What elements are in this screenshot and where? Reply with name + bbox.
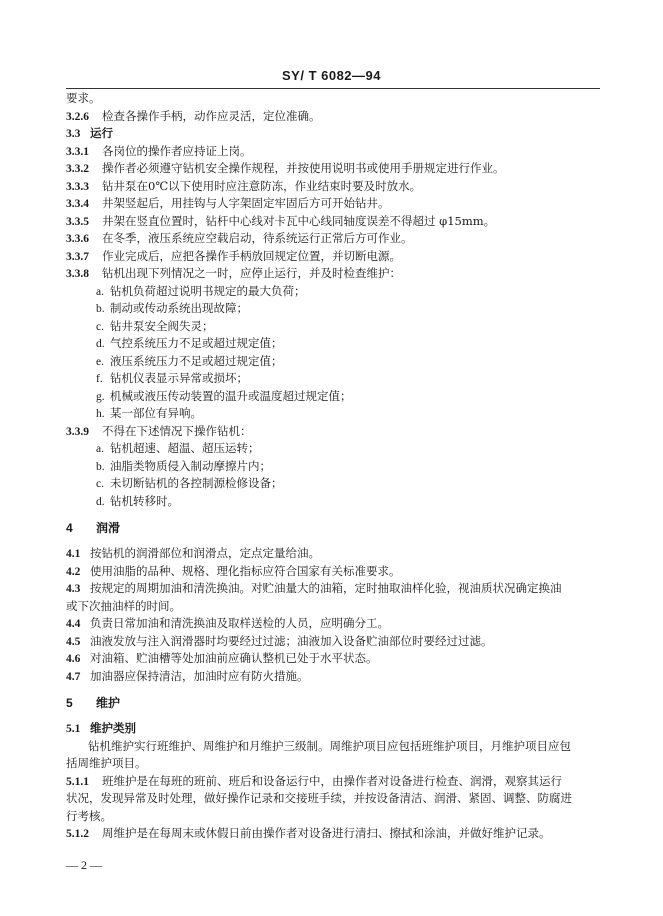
clause-number: 3.3.8 (66, 268, 89, 280)
list-text: 制动或传动系统出现故障； (110, 301, 248, 315)
list-text: 钻机负荷超过说明书规定的最大负荷； (110, 284, 306, 298)
clause-text: 使用油脂的品种、规格、理化指标应符合国家有关标准要求。 (90, 564, 401, 578)
clause-3-3-2 (66, 160, 606, 177)
clause-text: 班维护是在每班的班前、班后和设备运行中，由操作者对设备进行检查、润滑，观察其运行 (102, 774, 562, 788)
clause-text: 负责日常加油和清洗换油及取样送检的人员，应明确分工。 (90, 616, 389, 630)
clause-text: 对油箱、贮油槽等处加油前应确认整机已处于水平状态。 (90, 651, 378, 665)
list-text: 气控系统压力不足或超过规定值； (110, 336, 283, 350)
clause-text: 按钻机的润滑部位和润滑点，定点定量给油。 (90, 546, 320, 560)
clause-3-3-8 (66, 265, 606, 282)
clause-number: 5.1.1 (66, 776, 89, 788)
clause-number: 4.5 (66, 636, 81, 648)
paragraph-continuation (66, 90, 606, 106)
list-marker: a. (96, 286, 104, 298)
clause-text: 各岗位的操作者应持证上岗。 (102, 144, 252, 158)
page-number: — 2 — (66, 858, 102, 872)
clause-text: 检查各操作手柄，动作应灵活，定位准确。 (102, 109, 321, 123)
clause-text: 周维护是在每周末或休假日前由操作者对设备进行清扫、擦拭和涂油，并做好维护记录。 (102, 826, 551, 840)
clause-number: 3.3.4 (66, 198, 89, 210)
list-item (96, 335, 636, 352)
clause-text: 按规定的周期加油和清洗换油。对贮油量大的油箱，定时抽取油样化验，视油质状况确定换油 (90, 581, 562, 595)
clause-number: 3.3.3 (66, 181, 89, 193)
section-number: 4 (66, 521, 73, 535)
clause-text: 钻机出现下列情况之一时，应停止运行，并及时检查维护： (102, 266, 401, 280)
clause-number: 3.3.6 (66, 233, 89, 245)
list-item (96, 300, 636, 317)
clause-number: 3.3.1 (66, 146, 89, 158)
paragraph (88, 738, 628, 754)
paragraph-text: 钻机维护实行班维护、周维护和月维护三级制。周维护项目应包括班维护项目，月维护项目应包 (88, 739, 571, 753)
clause-number: 5.1 (66, 723, 81, 735)
clause-3-3-9 (66, 423, 606, 440)
clause-3-3-4 (66, 195, 606, 212)
clause-5-1-1 (66, 773, 606, 790)
clause-4-6 (66, 650, 606, 667)
list-marker: d. (96, 496, 105, 508)
header-rule (66, 88, 600, 89)
paragraph-continuation (66, 755, 606, 771)
section-title: 维护 (96, 696, 121, 710)
list-item (96, 318, 636, 335)
clause-4-7 (66, 668, 606, 685)
clause-3-3-heading (66, 125, 606, 142)
list-text: 未切断钻机的各控制源检修设备； (110, 476, 283, 490)
clause-number: 3.3 (66, 128, 81, 140)
clause-number: 3.3.7 (66, 251, 89, 263)
list-item (96, 440, 636, 457)
clause-3-3-3 (66, 178, 606, 195)
list-marker: f. (96, 373, 103, 385)
clause-number: 4.1 (66, 548, 81, 560)
clause-text: 或下次抽油样的时间。 (66, 599, 181, 613)
clause-4-4 (66, 615, 606, 632)
clause-number: 4.4 (66, 618, 81, 630)
clause-number: 3.3.9 (66, 426, 89, 438)
clause-5-1-2 (66, 825, 606, 842)
list-marker: c. (96, 321, 104, 333)
list-text: 某一部位有异响。 (110, 406, 202, 420)
clause-3-3-7 (66, 248, 606, 265)
clause-4-2 (66, 563, 606, 580)
list-item (96, 475, 636, 492)
clause-5-1-1-continuation (66, 790, 606, 806)
list-item (96, 405, 636, 422)
clause-text: 井架在竖直位置时，钻杆中心线对卡瓦中心线同轴度误差不得超过 φ15mm。 (102, 214, 496, 228)
clause-text: 状况，发现异常及时处理，做好操作记录和交接班手续，并按设备清洁、润滑、紧固、调整、防腐进 (66, 791, 572, 805)
clause-3-2-6 (66, 108, 606, 125)
section-title: 润滑 (96, 521, 121, 535)
list-text: 液压系统压力不足或超过规定值； (110, 354, 283, 368)
list-item (96, 283, 636, 300)
list-marker: c. (96, 478, 104, 490)
clause-number: 3.2.6 (66, 111, 89, 123)
list-item (96, 370, 636, 387)
list-marker: b. (96, 461, 105, 473)
clause-4-3 (66, 580, 606, 597)
clause-number: 5.1.2 (66, 828, 89, 840)
list-marker: a. (96, 443, 104, 455)
clause-3-3-5 (66, 213, 606, 230)
clause-number: 4.6 (66, 653, 81, 665)
list-text: 钻井泵安全阀失灵； (110, 319, 214, 333)
clause-text: 不得在下述情况下操作钻机： (102, 424, 252, 438)
clause-text: 油液发放与注入润滑器时均要经过过滤；油液加入设备贮油部位时要经过过滤。 (90, 634, 493, 648)
list-item (96, 388, 636, 405)
clause-text: 操作者必须遵守钻机安全操作规程，并按使用说明书或使用手册规定进行作业。 (102, 161, 505, 175)
clause-number: 4.7 (66, 671, 81, 683)
clause-text: 加油器应保持清洁，加油时应有防火措施。 (90, 669, 309, 683)
clause-5-1-heading (66, 720, 606, 737)
clause-5-1-1-continuation (66, 808, 606, 824)
text: 要求。 (66, 91, 101, 105)
list-marker: h. (96, 408, 105, 420)
clause-text: 在冬季，液压系统应空载启动，待系统运行正常后方可作业。 (102, 231, 413, 245)
section-4-heading (66, 520, 606, 536)
clause-number: 4.3 (66, 583, 81, 595)
list-text: 钻机超速、超温、超压运转； (110, 441, 260, 455)
list-text: 机械或液压传动装置的温升或温度超过规定值； (110, 389, 352, 403)
clause-text: 作业完成后，应把各操作手柄放回规定位置，并切断电源。 (102, 249, 401, 263)
section-5-heading (66, 695, 606, 711)
clause-4-5 (66, 633, 606, 650)
clause-number: 4.2 (66, 566, 81, 578)
list-text: 油脂类物质侵入制动摩擦片内； (110, 459, 271, 473)
clause-heading: 维护类别 (90, 721, 136, 735)
list-marker: d. (96, 338, 105, 350)
clause-4-1 (66, 545, 606, 562)
paragraph-text: 括周维护项目。 (66, 756, 147, 770)
clause-4-3-continuation (66, 598, 606, 614)
clause-3-3-1 (66, 143, 606, 160)
section-number: 5 (66, 696, 73, 710)
list-marker: b. (96, 303, 105, 315)
clause-text: 行考核。 (66, 809, 112, 823)
list-marker: g. (96, 391, 105, 403)
list-text: 钻机仪表显示异常或损坏； (110, 371, 248, 385)
list-text: 钻机转移时。 (110, 494, 179, 508)
list-marker: e. (96, 356, 104, 368)
clause-number: 3.3.5 (66, 216, 89, 228)
list-item (96, 458, 636, 475)
clause-number: 3.3.2 (66, 163, 89, 175)
clause-3-3-6 (66, 230, 606, 247)
clause-text: 井架竖起后，用挂钩与人字架固定牢固后方可开始钻井。 (102, 196, 390, 210)
clause-text: 钻井泵在0℃以下使用时应注意防冻，作业结束时要及时放水。 (102, 179, 422, 193)
page-header-standard-number: SY/ T 6082—94 (282, 68, 381, 83)
clause-heading: 运行 (90, 126, 113, 140)
list-item (96, 493, 636, 510)
list-item (96, 353, 636, 370)
